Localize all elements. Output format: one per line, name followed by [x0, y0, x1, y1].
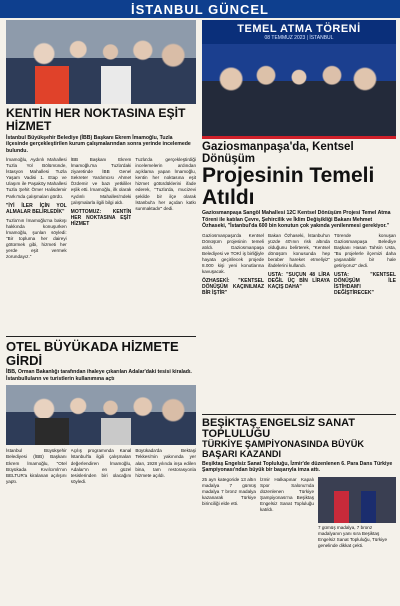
tuzla-visit-photo — [6, 20, 196, 104]
left-column — [6, 20, 196, 606]
article-text: 25 ayrı kategoride 13 altın madalya 7 gümüş madalya 7 bronz madalya kazanarak Türkiye birinciliği elde etti. — [202, 476, 256, 507]
article-lead-gop: Gaziosmanpaşa Sangöl Mahallesi 12C Kentsel Dönüşüm Projesi Temel Atma Töreni ile katılan Çevre, Şehircilik ve İklim Değişikliği Bakanı Mehmet Özhaseki, "İstanbul'da 600 bin konutun çok yakında yenilenmesi gerekiyor." — [202, 210, 391, 230]
article-column-2 — [268, 233, 330, 411]
article-headline-tuzla: KENTİN HER NOKTASINA EŞİT HİZMET — [6, 106, 186, 133]
article-column-1 — [202, 233, 264, 411]
accent-strip — [202, 136, 396, 139]
article-column-3 — [334, 233, 396, 411]
article-column-3 — [135, 157, 196, 333]
article-subhead: ÖZHASEKİ: "KENTSEL DÖNÜŞÜM KAÇINILMAZ BİR İŞTİR" — [202, 278, 264, 297]
article-text: Bakan Özhaseki, İstanbul'un yüzde 40'ının risk altında olduğunu belirterek, "Kentsel dönüşüm konusunda hep beraber hareket etmeliyiz" ifadelerini kullandı. — [268, 232, 330, 269]
otel-opening-photo — [6, 385, 196, 445]
article-column-1 — [6, 157, 67, 333]
article-lead-tuzla: İstanbul Büyükşehir Belediye (İBB) Başkanı Ekrem İmamoğlu, Tuzla ilçesinde gerçekleştirilen kurum çalışmalarından sonra yerinde incelemede bulundu. — [6, 134, 191, 154]
article-headline-otel: OTEL BÜYÜKADA HİZMETE GİRDİ — [6, 339, 179, 368]
article-subhead: USTA: "SUÇUN 48 LİRA DEĞİL ÜÇ BİN LİRAYA KAÇIŞ DAHA" — [268, 272, 330, 291]
article-text: Gaziosmanpaşa'da Kentsel Dönüşüm projesinin temeli atıldı. Gaziosmanpaşa Belediyesi ve TOKİ iş birliğiyle hayata geçirilecek projede 8.000 kişi yeni konutlarına kavuşacak. — [202, 232, 264, 275]
article-text: 7 gümüş madalya, 7 bronz madalyanın yanı sıra Beşiktaş Engelsiz Sanat Topluluğu, Türkiye genelinde dikkat çekti. — [318, 524, 388, 548]
article-headline-besiktas-line1: BEŞİKTAŞ ENGELSİZ SANAT TOPLULUĞU — [202, 416, 355, 440]
article-subhead: USTA: "KENTSEL DÖNÜŞÜM İLE İSTİHDAM'I DEĞİŞTİRECEK" — [334, 272, 396, 297]
right-column — [202, 20, 396, 557]
article-lead-otel: İBB, Orman Bakanlığı tarafından ihaleye çıkarılan Adalar'daki tesisi kiraladı. İstanbulluların ve turistlerin kullanımına açtı — [6, 369, 192, 382]
article-text: Tuzla'nın İmamoğlu'na bakışı hakkında konuşurken İmamoğlu, şunları söyledi: "Bir topluma her daireyi götürmek gibi, hizmeti her yerde eşit vermek zorundayız." — [6, 217, 67, 259]
masthead-title: İSTANBUL GÜNCEL — [130, 1, 270, 17]
article-headline-gop-line1: Gaziosmanpaşa'da, Kentsel Dönüşüm — [202, 141, 354, 165]
article-text: Açılış programında Kanal İstanbul'la ilgili çalışmaları değerlendiren İmamoğlu, Adalar'ın en güzel tesislerinden biri olacağını söyledi. — [70, 448, 132, 484]
article-text: Büyükada'da Bektaşi Tekkesi'nin yakınında yer alan, 1928 yılında inşa edilen bina, tam restorasyonla hizmete açıldı. — [135, 448, 197, 478]
ceremony-photo — [202, 44, 396, 136]
banner-title: TEMEL ATMA TÖRENİ — [237, 23, 361, 35]
article-subhead: MOTTOMUZ: KENTİN HER NOKTASINA EŞİT HİZMET — [70, 208, 132, 227]
article-text: İBB Başkanı Ekrem İmamoğlu'na Tuzla'daki ziyaretinde İBB Genel Sekreter Yardımcısı Ahmet Özdemir ve bazı yetkililer eşlik etti. İmamoğlu, ilk olarak Aydınlı Mahallesi'ndeki çalışmalarla ilgili bilgi aldı. — [70, 157, 132, 205]
article-headline-besiktas-line2: TÜRKİYE ŞAMPİYONASINDA BÜYÜK BAŞARI KAZANDI — [202, 439, 364, 459]
article-text: Tuzla'da gerçekleştirdiği incelemelerin ardından açıklama yapan İmamoğlu, kentin her noktasına eşit hizmet götürdüklerini ifade ederek, "Tuzla'da, mucizevi şekilde bir ilçe olarak İstanbul'a her açıdan katkı sunmaktadır" dedi. — [135, 157, 197, 211]
divider — [202, 414, 396, 415]
article-column-2 — [71, 157, 132, 333]
divider — [6, 336, 196, 337]
article-subhead: "İYİ İLER İÇİN YOL ALMALAR BELİRLEDİK" — [6, 202, 67, 215]
article-text: İzmir Halkapınar Kapalı Spor Salonu'nda düzenlenen Türkiye Şampiyonası'na Beşiktaş Engelsiz Sanat Topluluğu katıldı. — [260, 476, 314, 513]
masthead — [0, 0, 400, 18]
dance-team-photo — [318, 477, 396, 523]
article-lead-besiktas: Beşiktaş Engelsiz Sanat Topluluğu, İzmir'de düzenlenen 6. Para Dans Türkiye Şampiyonası'ndan büyük bir başarıyla imza attı. — [202, 460, 393, 474]
article-text: İstanbul Büyükşehir Belediyesi (İBB) Başkanı Ekrem İmamoğlu, "Otel Büyükada Kıvılcımlı'nın BELTUR'a kiralanan açılışını yaptı. — [6, 448, 67, 484]
article-text: Törende konuşan Gaziosmanpaşa Belediye Başkanı Hasan Tahsin Usta, "Bu projelerle ilçemizi daha yaşanabilir bir hale getiriyoruz" dedi. — [334, 232, 396, 269]
article-headline-gop-line2: Projesinin Temeli Atıldı — [202, 164, 375, 209]
article-text: İmamoğlu, Aydınlı Mahallesi Tuzla Yol Bölümünde, İstasyon Mahallesi Tuzla Yaşam Vadisi 1. Etap ve Ulaşım ile Paşaköy Mahallesi Tuzla Şehit Ömer Halisdemir Parkı'nda çalışmaları gördü. — [6, 157, 67, 199]
banner-date: 08 TEMMUZ 2023 | İSTANBUL — [264, 35, 334, 41]
ceremony-banner — [202, 20, 396, 44]
